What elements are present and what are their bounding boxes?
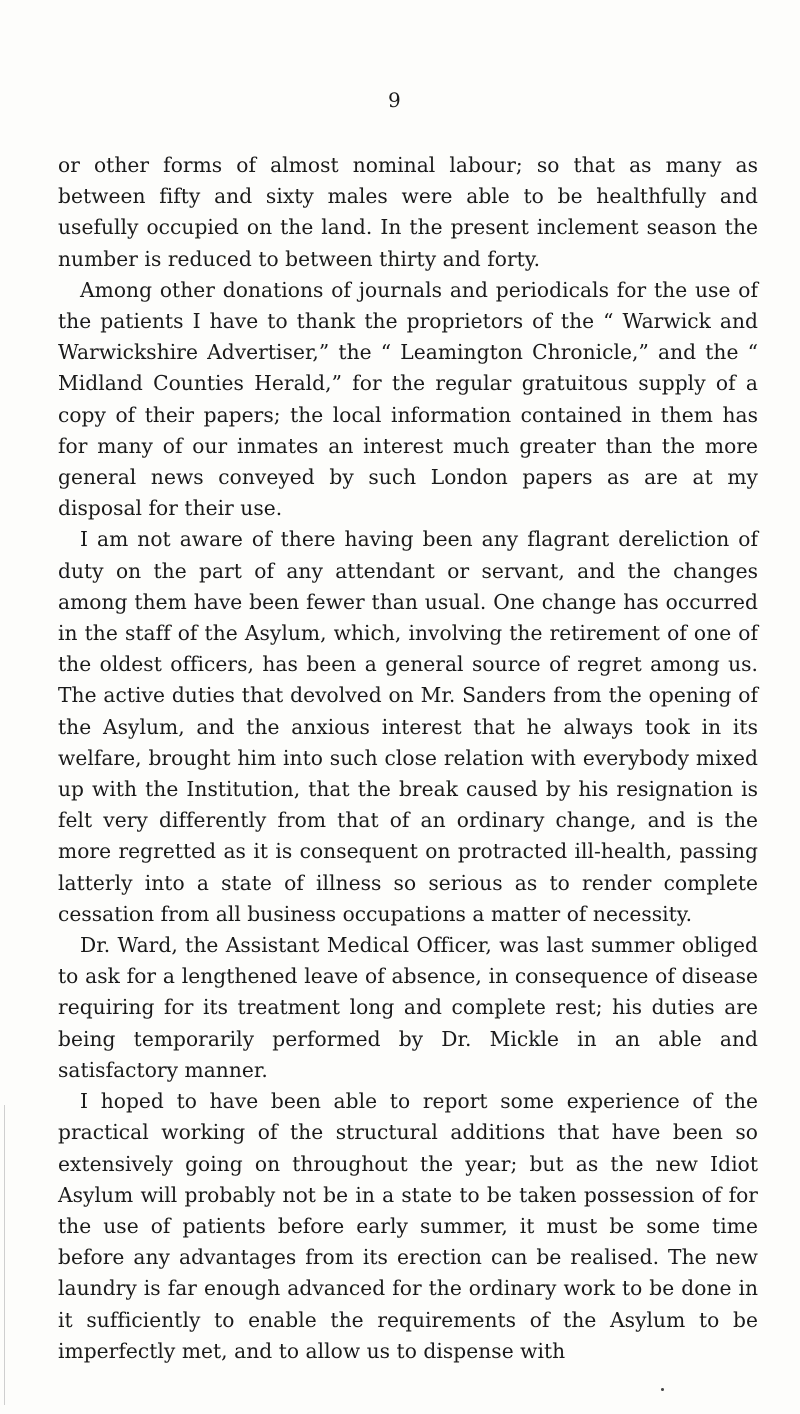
paragraph-assistant-officer: Dr. Ward, the Assistant Medical Officer, was last summer obliged to ask for a lengthened leave of absence, in consequence of disease requiring for its treatment long and complete rest; his duties are being temporarily performed by Dr. Mickle in an able and satisfactory manner. — [58, 933, 758, 1082]
paragraph-continuation: or other forms of almost nominal labour; so that as many as between fifty and sixty males were able to be healthfully and usefully occupied on the land. In the present inclement season the number is reduced to between thirty and forty. — [58, 153, 758, 271]
print-speck — [661, 1388, 664, 1391]
page-edge-shadow — [4, 1105, 5, 1405]
paragraph-structural-additions: I hoped to have been able to report some experience of the practical working of the structural additions that have been so extensively going on throughout the year; but as the new Idiot Asylum will probably not be in a state to be taken possession of for the use of patients before early summer, it must be some time before any advantages from its erection can be realised. The new laundry is far enough advanced for the ordinary work to be done in it sufficiently to enable the requirements of the Asylum to be imperfectly met, and to allow us to dispense with — [58, 1089, 758, 1363]
paragraph-staff-changes: I am not aware of there having been any flagrant dereliction of duty on the part of any attendant or servant, and the changes among them have been fewer than usual. One change has occurred in the staff of the Asylum, which, involving the retirement of one of the oldest officers, has been a general source of regret among us. The active duties that devolved on Mr. Sanders from the opening of the Asylum, and the anxious interest that he always took in its welfare, brought him into such close relation with everybody mixed up with the Institution, that the break caused by his resignation is felt very differently from that of an ordinary change, and is the more regretted as it is consequent on protracted ill-health, passing latterly into a state of illness so serious as to render complete cessation from all business occupations a matter of necessity. — [58, 527, 758, 926]
paragraph-donations: Among other donations of journals and periodicals for the use of the patients I have to thank the proprietors of the “ Warwick and Warwickshire Advertiser,” the “ Leamington Chronicle,” and the “ Midland Counties Herald,” for the regular gratuitous supply of a copy of their papers; the local information contained in them has for many of our inmates an interest much greater than the more general news conveyed by such London papers as are at my disposal for their use. — [58, 277, 758, 521]
page-number: 9 — [388, 88, 401, 112]
body-text — [58, 150, 758, 1367]
